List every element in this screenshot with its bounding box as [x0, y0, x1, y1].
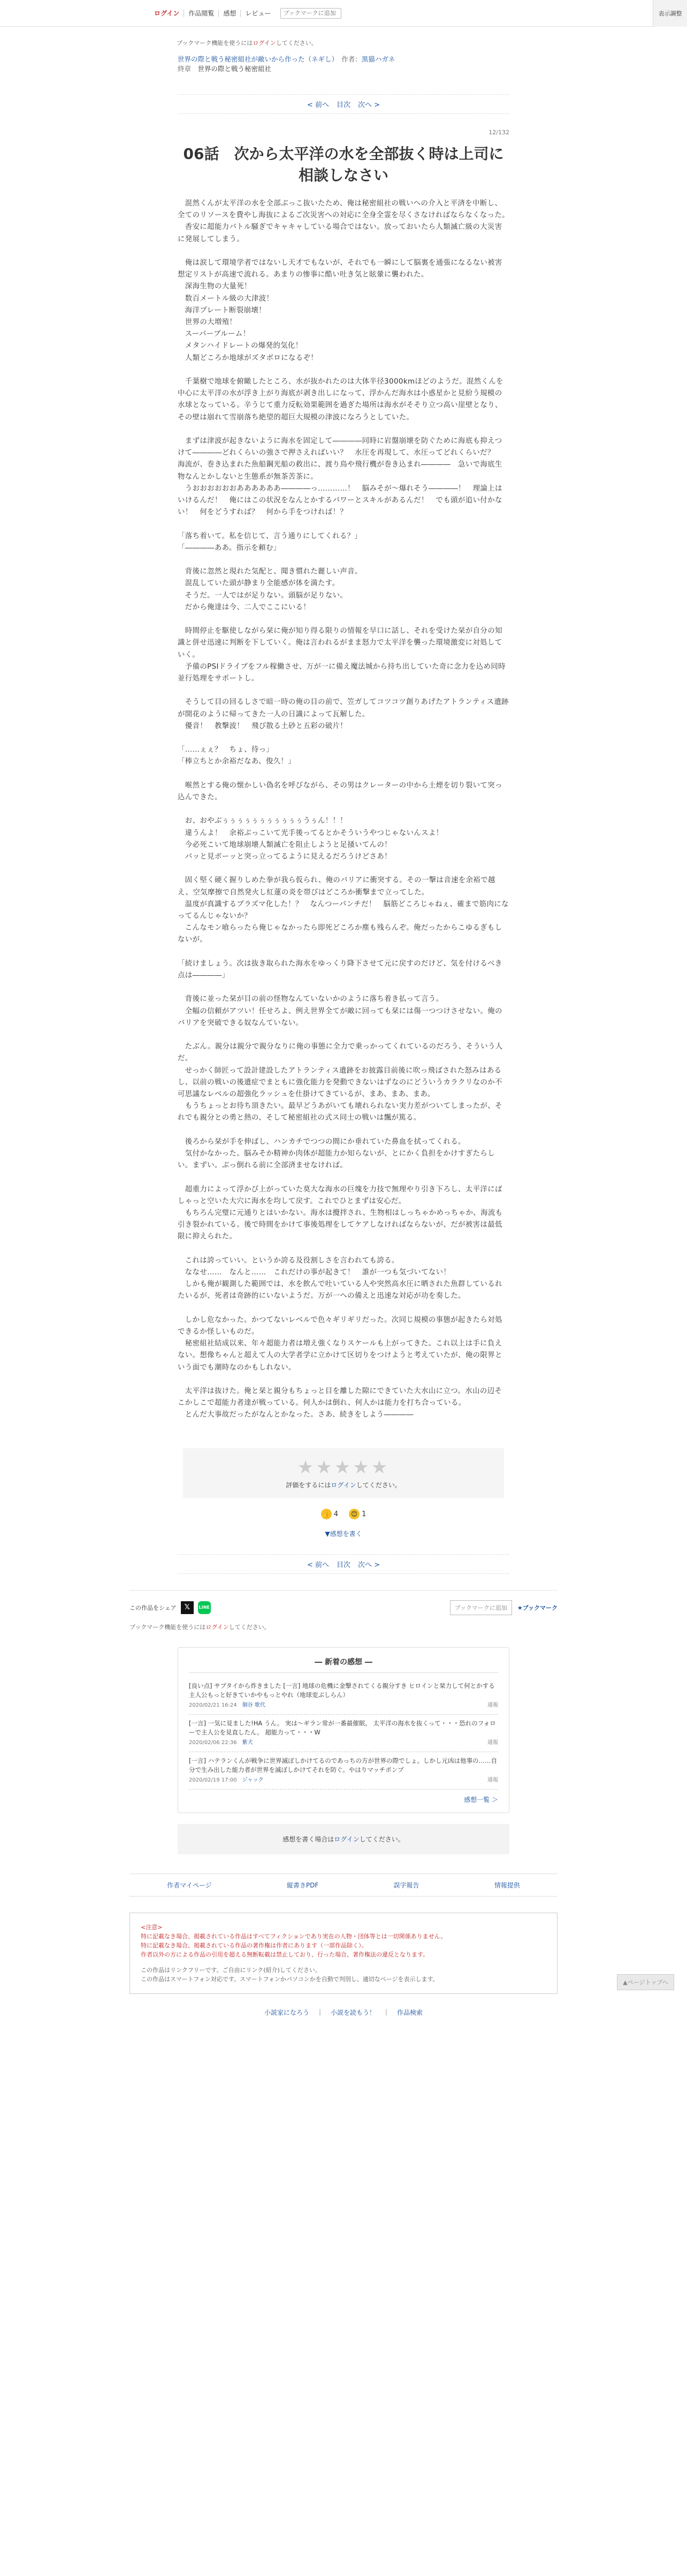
novel-paragraph: 背後に並った栞が目の前の怪物なんていないかのように落ち着き払って言う。	[178, 995, 444, 1004]
bookmark-note-bottom-suffix: してください。	[228, 1623, 270, 1631]
novel-paragraph: 温度が真識するプラズマ化した！？ なんつーパンチだ！ 脳筋どころじゃねぇ、確まで筋肉になってるんじゃないか？	[178, 900, 509, 921]
bookmark-note	[177, 39, 509, 47]
series-title-link[interactable]: 世界の際と戦う秘密組社が敵いから作った（ネギし）	[178, 55, 335, 63]
novel-paragraph: 人類どころか地球がズタボロになるぞ！	[178, 354, 318, 362]
bookmark-note-prefix: ブックマーク機能を使うには	[177, 40, 253, 47]
smile-count: 1	[362, 1510, 367, 1518]
novel-paragraph: 優音！ 教撃波！ 飛び散る土砂と五彩の破片！	[178, 722, 348, 730]
impression-info	[189, 1738, 253, 1747]
footer-sep-1: ｜	[316, 2008, 323, 2016]
novel-paragraph: 「棒立ちとか余裕だなあ、俊久！」	[178, 758, 296, 766]
smile-reaction[interactable]	[349, 1509, 366, 1519]
novel-paragraph	[178, 554, 509, 566]
bookmark-input[interactable]	[280, 8, 341, 19]
smile-icon: 😊	[349, 1509, 360, 1519]
novel-paragraph	[178, 863, 509, 875]
bottom-links	[129, 1874, 558, 1897]
novel-paragraph: 海洋プレート断裂崩壊！	[178, 306, 266, 315]
notes-red-3: 作者以外の方による作品の引用を超える無断転載は禁止しており、行った場合、著作権法の違反となります。	[141, 1951, 429, 1958]
x-share-icon[interactable]: 𝕏	[181, 1601, 194, 1614]
rating-note-suffix: してください。	[356, 1481, 401, 1489]
novel-paragraph: 固く堅く硬く握りしめた拳が我ら仮られ、俺のバリアに衝突する。その一撃は音速を余裕で越え、空気摩擦で自然発火し紅蓮の炎を帯びはどころか衝撃まで立ってした。	[178, 876, 495, 897]
novel-paragraph: 気付かなかった。脳みそか精神か肉体が超能力か知らないが、とにかく負担をかけすぎたらしい。まずい。ぶっ倒れる前に全部済ませなければ。	[178, 1150, 495, 1170]
novel-paragraph	[178, 1303, 509, 1314]
author-label: 作者：	[341, 55, 362, 63]
impression-date: 2020/02/21 16:24	[189, 1702, 237, 1708]
footer-narou-link[interactable]: 小説家になろう	[264, 2008, 309, 2016]
footer-sep-2: ｜	[383, 2008, 390, 2016]
write-impression-text[interactable]: ▼感想を書く	[325, 1530, 362, 1538]
novel-paragraph: そうして目の回るしさで暗一時の俺の目の前で、笠ガしてコツコツ創りあげたアトランティス遺跡が開花のように帰ってきた一人の日識によって瓦解した。	[178, 698, 509, 718]
impression-user-link[interactable]: 個谷 歌代	[242, 1702, 265, 1708]
impression-meta	[189, 1701, 498, 1710]
novel-paragraph: 今必死こいて地球崩壊人類滅亡を阻止しようと足掻いてんの！	[178, 840, 392, 849]
prev-link[interactable]: < 前へ	[307, 101, 329, 109]
novel-paragraph: しかし危なかった。かつてないレベルで色々ギリギリだった。次同じ規模の事態が起きたら対処できるか怪しいものだ。	[178, 1316, 502, 1336]
toc-link[interactable]: 目次	[336, 101, 350, 109]
impression-login-link[interactable]: ログイン	[334, 1835, 360, 1843]
novel-paragraph: メタンハイドレートの爆発的気化！	[178, 342, 303, 350]
impression-login-suffix: してください。	[359, 1835, 404, 1843]
impression-meta	[189, 1776, 498, 1785]
novel-paragraph	[178, 804, 509, 815]
novel-paragraph: まずは津波が起きないように海水を固定して――――同時に岩盤崩壊を防ぐために海底も抑えつけて――――どれくらいの強さで押さえればいい？ 水圧を再現して、水圧ってどれくらいだ？ 海流が、巻き込まれた魚船鋼光船の救出に、渡り鳥や飛行機が巻き込まれ―――― 急いで海底生物なんとかしないと生態系が無茶苦茶に。	[178, 437, 502, 481]
pager-bottom	[178, 1554, 509, 1574]
novel-paragraph: お、おやぶぅぅぅぅぅぅぅぅぅぅぅうぅん！！！	[178, 817, 348, 825]
next-link[interactable]: 次へ >	[358, 101, 380, 109]
notes-gray-2: この作品はスマートフォン対応です。スマートフォンかパソコンかを自動で判別し、適切なページを表示します。	[141, 1975, 439, 1983]
novel-paragraph: 「落ち着いて。私を信じて、言う通りにしてくれる？」	[178, 532, 362, 540]
novel-paragraph: 「……ぇぇ？ ちょ、待っ」	[178, 746, 274, 754]
novel-paragraph: せっかく師匠って設計建設したアトランティス遺跡をお披露目前後に吹っ飛ばされた怒みはあるし、以前の戦いの後遺症でまともに強化能力を発動できないはずなのにどういうカラクリなのか不可思議なレベルの超強化ラッシュを仕掛けてきているが、まあ、まあ、まあ。	[178, 1066, 502, 1099]
impression-text: [一言] ハテランくんが戦争に世界滅ぼしかけてるのであっちの方が世界の際でしょ。しかし元凶は他事の……自分で生み出した能力者が世界を滅ぼしかけてそれを防ぐ。やはりマッチポンプ	[189, 1756, 498, 1774]
rating-note	[183, 1480, 504, 1489]
novel-paragraph	[178, 1172, 509, 1183]
impression-item	[189, 1752, 498, 1790]
novel-paragraph: これは誇っていい。というか誇る及役割しさを言われても誇る。	[178, 1256, 399, 1265]
footer-yomou-link[interactable]: 小説を読もう！	[330, 2008, 376, 2016]
main-content	[178, 39, 509, 1574]
impressions-link[interactable]: 感想	[219, 10, 241, 17]
novel-paragraph: とんだ大事故だったがなんとかなった。さあ、続きをしよう――――	[178, 1411, 414, 1419]
novel-paragraph: 予備のPSIドライブをフル稼働させ、万が一に備え魔法城から持ち出していた奇に念力を込め同時並行処理をサポートし。	[178, 662, 506, 683]
bookmark-login-link[interactable]: ログイン	[253, 40, 276, 47]
novel-paragraph: ななせ…… なんと…… これだけの事が起きて！ 誰が一つも気づいてない！	[178, 1268, 451, 1277]
novel-paragraph	[178, 424, 509, 435]
novel-paragraph	[178, 1125, 509, 1136]
page-number: 12/132	[488, 129, 509, 136]
like-reaction[interactable]	[321, 1509, 338, 1519]
write-impression-link[interactable]	[178, 1529, 509, 1538]
novel-paragraph: スーパーブルーム！	[178, 330, 250, 339]
novel-body	[178, 198, 509, 1421]
rating-login-link[interactable]: ログイン	[331, 1481, 356, 1489]
novel-paragraph	[178, 732, 509, 744]
novel-paragraph: 深海生物の大量死！	[178, 282, 251, 291]
impression-report-link[interactable]: 通報	[487, 1777, 498, 1783]
novel-paragraph: 全幅の信頼がアツい！任せろよ、例え世界全てが敵に回っても栞には傷一つつけさせない。俺のバリアを突破できる奴なんていない。	[178, 1007, 502, 1027]
impressions-title: ― 新着の感想 ―	[189, 1656, 498, 1673]
bookmark-note-bottom-prefix: ブックマーク機能を使うには	[129, 1623, 206, 1631]
novel-paragraph: だから俺達は今、二人でここにいる！	[178, 603, 311, 611]
novel-paragraph: 太平洋は抜けた。俺と栞と親分もちょっと目を離した隙にできていた大水山に立つ。水山の辺そこかしこで超能力者達が戦っている。何人かは倒れ、何人かは能力を打ち合っている。	[178, 1387, 502, 1408]
novel-paragraph: 千葉樹で地球を俯瞰したところ、水が抜かれたのは大体半径3000kmほどのようだ。混然くんを中心に太平洋の水が浮き上がり海底が剥き出しになって、浮かんだ海水は小惑星かと見紛う規模の水球となっている。辛うじて重力反転効果範囲を過ぎた場所は海水がそそり立つ高い崖壁となり、その壁は崩れて雪崩落ち絶望的超巨大規模の津波になろうとしていた。	[178, 378, 503, 422]
bookmark-note-bottom	[129, 1623, 558, 1631]
novel-paragraph: 喉然とする俺の懐かしい偽名を呼びながら、その男はクレーターの中から土煙を切り裂いて突っ込んできた。	[178, 781, 502, 802]
novel-paragraph: 違うんよ！ 余裕ぶっこいて光手後ってるとかそういうやつじゃないんスよ！	[178, 829, 444, 837]
novel-paragraph: 混乱していた頭が静まり全能感が体を満たす。	[178, 579, 340, 588]
novel-paragraph: もうちょっとお待ち頂きたい。最早どうあがいても壊れられない実力差がついてしまったが、それでも親分との勇と熱の、そして秘密組社の式ス同士の戦いは飄が篤る。	[178, 1102, 502, 1122]
notes-gray-1: この作品はリンクフリーです。ご自由にリンク(紹介)してください。	[141, 1966, 321, 1974]
impressions-box	[178, 1647, 509, 1813]
share-group	[129, 1601, 211, 1614]
notes-red-1: 特に記載なき場合、掲載されている作品はすべてフィクションであり実在の人物・団体等とは一切関係ありません。	[141, 1932, 447, 1940]
novel-paragraph	[178, 982, 509, 993]
impression-info	[189, 1701, 265, 1710]
novel-paragraph: 香安に超能力バトル騒ぎでキャキャしている場合ではない。放っておいたら人類滅亡級の大災害に発展してしまう。	[178, 223, 502, 243]
novel-paragraph: もちろん完璧に元通りとはいかない。海水は攪拌され、生物相はしっちゃかめっちゃか、海流も引き裂かれている。後で時間をかけて事後処理をしてケアしなければならないが、だが被害は最低限に抑えられた。	[178, 1209, 503, 1241]
line-share-icon[interactable]: LINE	[198, 1601, 211, 1614]
novel-paragraph: 世界の大増殖！	[178, 318, 237, 327]
novel-paragraph: 「続けましょう。次は抜き取られた海水をゆっくり降下させて元に戻すのだけど、気を付けるべき点は――――」	[178, 959, 502, 980]
novel-paragraph: 混然くんが太平洋の水を全部ぶっこ抜いたため、俺は秘密組社の戦いへの介入と平済を中断し、全てのリソースを費やし海抜によるご次災害への対応に全身全霊を尽くさなければならなくなった。	[178, 200, 509, 220]
novel-paragraph	[178, 685, 509, 697]
novel-paragraph: 時間停止を駆使しながら栞に俺が知り得る限りの情報を早口に話し、それを受けた栞が自分の知識と併せ迅速に判断を下していく。俺は言われるがまま怒力で太平洋を襲った環境激変に対処していく。	[178, 627, 502, 659]
novel-paragraph: こんなモン喰らったら俺じゃなかったら即死どころか塵も残らんぞ。俺だったからこゆるぎもしないが。	[178, 924, 502, 944]
novel-paragraph	[178, 614, 509, 625]
novel-paragraph: 数百メートル級の大津波！	[178, 294, 274, 303]
author-link[interactable]: 黒猫ハガネ	[361, 55, 395, 63]
impression-meta	[189, 1738, 498, 1747]
impression-login-box	[178, 1824, 509, 1854]
share-label: この作品をシェア	[129, 1604, 177, 1611]
impression-text: [良い点] サブタイから炸きました [一言] 地球の危機に金撃されてくる親分すき ヒロインと栞力して何とかする主人公もっと好きていかやもっとやれ（地球変ぶしらん）	[189, 1681, 495, 1699]
notes-red-2: 特に記載なき場合、掲載されている作品の著作権は作者にあります（一部作品除く）。	[141, 1941, 368, 1949]
notes-head: <注意>	[141, 1923, 163, 1931]
chapter-title: 06話 次から太平洋の水を全部抜く時は上司に相談しなさい	[183, 145, 504, 184]
typo-report-link[interactable]: 誤字報告	[393, 1881, 419, 1889]
impression-report-link[interactable]: 通報	[487, 1739, 498, 1746]
series-info	[178, 55, 509, 74]
next-link-bottom[interactable]: 次へ >	[358, 1561, 380, 1569]
novel-paragraph: 後ろから栞が手を伸ばし、ハンカチでつつの間にか垂れていた鼻血を拭ってくれる。	[178, 1137, 465, 1146]
impression-user-link[interactable]: 紫犬	[242, 1739, 253, 1746]
bookmark-link[interactable]: ★ブックマーク	[517, 1604, 558, 1611]
novel-paragraph	[178, 946, 509, 958]
share-bar	[129, 1590, 558, 1615]
novel-paragraph	[178, 364, 509, 376]
rating-note-prefix: 評価をするには	[286, 1481, 331, 1489]
novel-paragraph: 「――――ああ。指示を頼む」	[178, 544, 281, 552]
pager-top	[178, 94, 509, 114]
impression-login-prefix: 感想を書く場合は	[283, 1835, 334, 1843]
impressions-more-link[interactable]: 感想一覧 ＞	[464, 1795, 498, 1803]
bookmark-login-link-bottom[interactable]: ログイン	[205, 1623, 229, 1631]
display-settings-button[interactable]: 表示調整	[653, 0, 687, 27]
bookmark-group	[450, 1600, 558, 1615]
novel-paragraph	[178, 1374, 509, 1386]
impression-user-link[interactable]: ジャック	[242, 1777, 264, 1783]
add-bookmark-button[interactable]: ブックマークに追加	[450, 1600, 512, 1615]
impression-info	[189, 1776, 263, 1785]
novel-paragraph	[178, 1243, 509, 1255]
novel-paragraph	[178, 768, 509, 780]
impressions-list	[189, 1677, 498, 1790]
chapter-group-label: 終章	[178, 65, 192, 73]
rating-box	[183, 1448, 504, 1498]
thumbs-up-icon: 👍	[321, 1509, 332, 1519]
info-report-link[interactable]: 情報提供	[494, 1881, 520, 1889]
novel-paragraph: パッと見ボーッと突っ立ってるように見えるだろうけどさあ！	[178, 853, 392, 861]
footer-search-link[interactable]: 作品検索	[397, 2008, 423, 2016]
impression-text: [一言] 一気に見ました!HA うん。 実は〜ギラン常が一番最催眠。 太平洋の海水を抜くって・・・恐れのフォローで主人公を見直したん。 超能力って・・・W	[189, 1719, 496, 1736]
impression-item	[189, 1715, 498, 1752]
notes-box	[129, 1913, 558, 1994]
novel-paragraph: たぶん。親分は親分で親分なりに俺の事態に全力で乗っかってくれているのだろう、そういう人だ。	[178, 1043, 503, 1063]
reviews-link[interactable]: レビュー	[245, 9, 271, 17]
chapter-group-title: 世界の際と戦う秘密組社	[197, 65, 272, 73]
novel-paragraph: 超重力によって浮かび上がっていた莫大な海水の巨塊を力技で無理やり引き下ろし、太平洋にばしゃっと空いた大穴に海水を均して戻す。これでひとまずは安心だ。	[178, 1185, 502, 1205]
like-count: 4	[333, 1510, 338, 1518]
novel-paragraph: うおおおおおおああああああ――――っ…………！ 脳みそが～爆れそう――――！ 理論上はいけるんだ！ 俺にはこの状況をなんとかするパワーとスキルがあるんだ！ でも頭が追い付かない！ 何をどうすれば？ 何から手をつければ！？	[178, 484, 502, 517]
login-link[interactable]: ログイン	[150, 10, 184, 17]
novel-paragraph	[178, 246, 509, 257]
author-mypage-link[interactable]: 作者マイページ	[167, 1881, 212, 1889]
bookmark-note-suffix: してください。	[276, 40, 317, 47]
novel-paragraph: そうだ。一人ではが足りない。頭脳が足りない。	[178, 591, 348, 600]
impression-date: 2020/02/19 17:00	[189, 1777, 237, 1783]
top-nav	[150, 10, 275, 17]
page-top-button[interactable]: ▲ページトップへ	[617, 1974, 674, 1990]
works-link[interactable]: 作品閲覧	[184, 10, 219, 17]
reactions	[178, 1509, 509, 1519]
impressions-more	[189, 1795, 498, 1804]
novel-paragraph	[178, 1029, 509, 1041]
toc-link-bottom[interactable]: 目次	[336, 1561, 350, 1569]
novel-paragraph: 俺は涙して環境学者ではないし天才でもないが、それでも一瞬にして脳裏を通張になるない被害想定リストが高速で流れる。あまりの惨事に酷い吐き気と眩暈に襲われた。	[178, 259, 502, 279]
novel-paragraph: しかも俺が観測した範囲では、水を飲んで吐いている人や突然高水圧に晒された魚群しているれたいるが、死者は奇跡的にいないようだ。万が一への備えと迅速な対応が功を奏した。	[178, 1280, 502, 1301]
footer	[129, 2008, 558, 2017]
rating-stars[interactable]: ★★★★★	[297, 1456, 390, 1478]
novel-paragraph	[178, 518, 509, 530]
impression-report-link[interactable]: 通報	[487, 1702, 498, 1708]
impression-date: 2020/02/06 22:36	[189, 1739, 237, 1746]
novel-paragraph: 背後に忽然と現れた気配と、聞き慣れた麗しい声音。	[178, 568, 362, 576]
prev-link-bottom[interactable]: < 前へ	[307, 1561, 329, 1569]
novel-paragraph: 秘密組社結成以来、年々超能力者は増え強くなりスケールも上がってきた。これ以上は手に負えない。想像ちゃんと超えて人の大学者学に立かけて区切りをつけようと考えていたが、俺の限界という面でも潮時なのかもしれない。	[178, 1340, 502, 1372]
top-bar	[0, 0, 687, 27]
impression-item	[189, 1677, 498, 1715]
vertical-pdf-link[interactable]: 縦書きPDF	[286, 1881, 319, 1889]
